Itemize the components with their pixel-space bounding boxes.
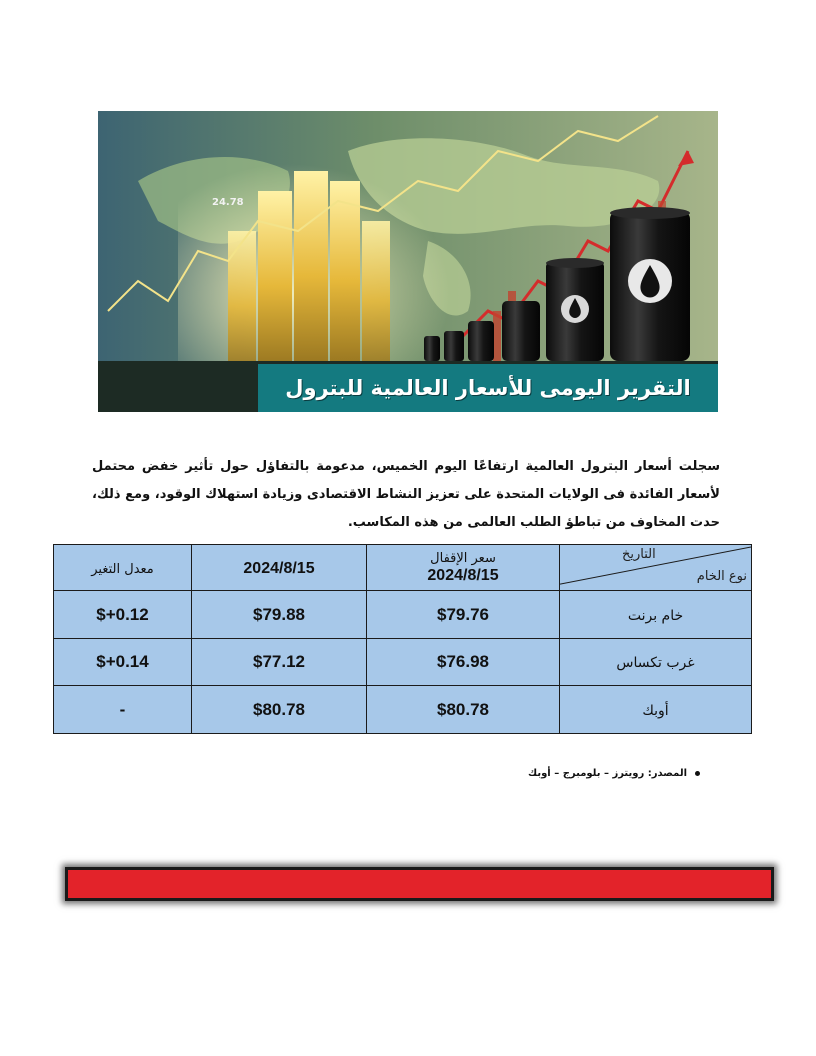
intro-paragraph: سجلت أسعار البترول العالمية ارتفاعًا اليوم الخميس، مدعومة بالتفاؤل حول تأثير خفض محتمل لأسعار الفائدة فى الولايات المتحدة على تعزيز النشاط الاقتصادى وزيادة استهلاك الوقود، ومع ذلك، حدت المخاوف من تباطؤ الطلب العالمى من هذه المكاسب. [92, 459, 720, 530]
table-header-row [54, 545, 752, 591]
row-close-price: $76.98 [367, 639, 560, 686]
banner-title: التقرير اليومى للأسعار العالمية للبترول [285, 376, 691, 400]
row-change: - [54, 686, 192, 734]
header-close-date: 2024/8/15 [427, 566, 499, 584]
header-date2 [192, 545, 367, 591]
header-date-label: التاريخ [622, 547, 656, 562]
banner-price-tag: 24.78 [212, 197, 244, 208]
row-change: $+0.12 [54, 591, 192, 639]
header-close-label: سعر الإقفال [430, 550, 496, 566]
table-row [54, 591, 752, 639]
row-crude-name: خام برنت [560, 591, 752, 639]
header-banner-image [98, 111, 718, 412]
row-price: $80.78 [192, 686, 367, 734]
header-change-label: معدل التغير [91, 561, 154, 577]
oil-prices-table [53, 544, 752, 734]
row-crude-name: أوبك [560, 686, 752, 734]
source-note [480, 768, 700, 779]
header-crude-type-label: نوع الخام [696, 569, 747, 584]
row-close-price: $80.78 [367, 686, 560, 734]
bullet-icon [695, 771, 700, 776]
table-row [54, 639, 752, 686]
footer-red-bar [65, 867, 774, 901]
header-diagonal-cell [560, 545, 752, 591]
header-change [54, 545, 192, 591]
header-close-price [367, 545, 560, 591]
row-change: $+0.14 [54, 639, 192, 686]
row-price: $79.88 [192, 591, 367, 639]
source-text: المصدر: رويترز – بلومبرج – أوبك [528, 768, 687, 779]
header-date2-value: 2024/8/15 [243, 559, 315, 577]
row-close-price: $79.76 [367, 591, 560, 639]
banner-title-box [258, 364, 718, 412]
row-crude-name: غرب تكساس [560, 639, 752, 686]
row-price: $77.12 [192, 639, 367, 686]
table-row [54, 686, 752, 734]
